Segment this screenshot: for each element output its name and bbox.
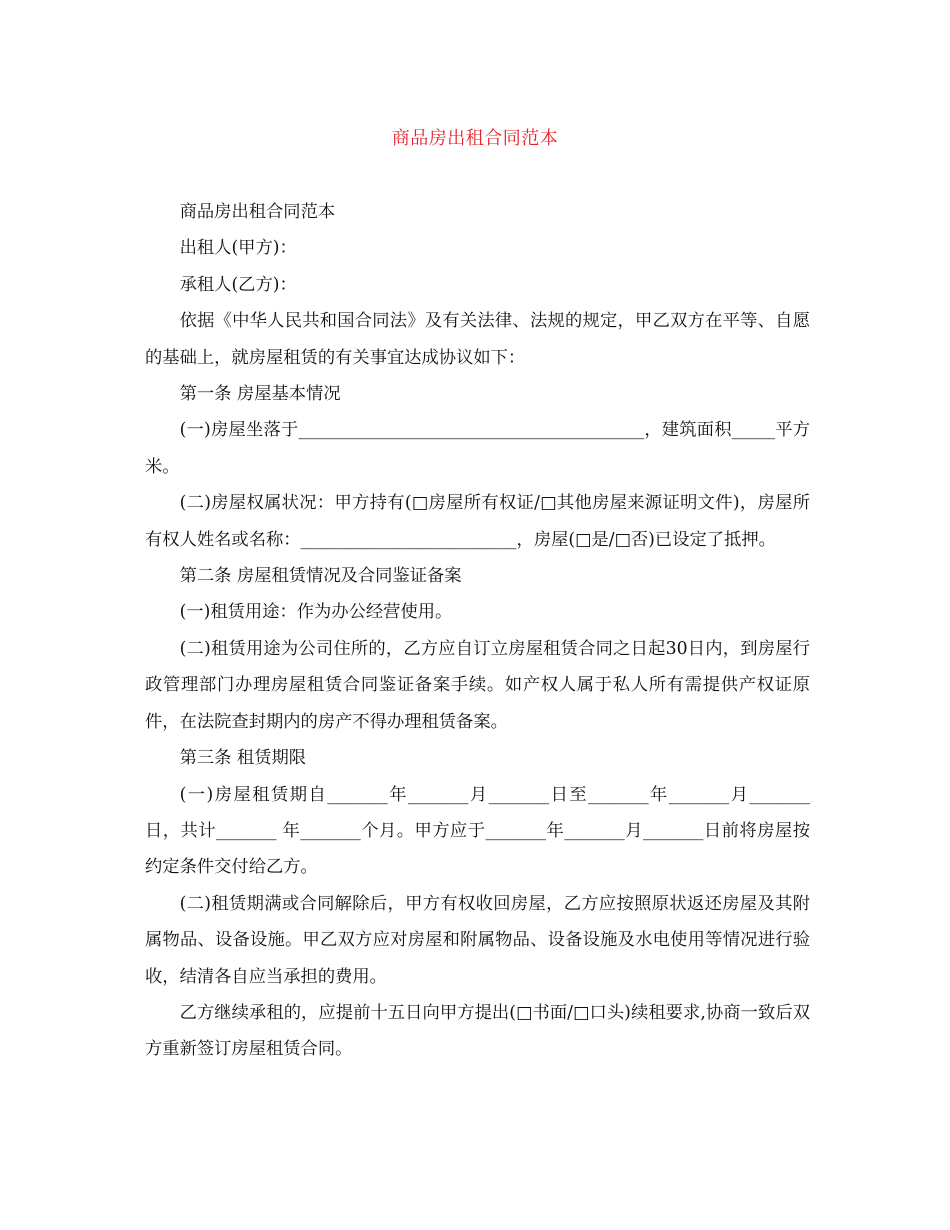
article-3-clause-2: (二)租赁期满或合同解除后，甲方有权收回房屋，乙方应按照原状返还房屋及其附属物品、设备设施。甲乙双方应对房屋和附属物品、设备设施及水电使用等情况进行验收，结清各自应当承担的费用。: [145, 893, 810, 987]
article-2-clause-1: (一)租赁用途：作为办公经营使用。: [179, 602, 453, 623]
article-3-clause-1: (一)房屋租赁期自_______年_______月_______日至_______年_______月_______日，共计_______ 年_______个月。甲方应于_______年_______月_______日前将房屋按约定条件交付给乙方。: [145, 784, 810, 878]
paragraph-lessee: 承租人(乙方)：: [179, 274, 297, 295]
article-1-clause-2: (二)房屋权属状况：甲方持有(□房屋所有权证/□其他房屋来源证明文件)，房屋所有权人姓名或名称：_________________________，房屋(□是/□否)已设定了抵押。: [145, 493, 810, 550]
article-2-clause-2: (二)租赁用途为公司住所的，乙方应自订立房屋租赁合同之日起30日内，到房屋行政管理部门办理房屋租赁合同鉴证备案手续。如产权人属于私人所有需提供产权证原件，在法院查封期内的房产不得办理租赁备案。: [145, 638, 810, 732]
paragraph-preamble: 依据《中华人民共和国合同法》及有关法律、法规的规定，甲乙双方在平等、自愿的基础上，就房屋租赁的有关事宜达成协议如下：: [145, 311, 810, 368]
paragraph-heading: 商品房出租合同范本: [179, 202, 336, 222]
article-3-heading: 第三条 租赁期限: [179, 748, 307, 769]
paragraph-lessor: 出租人(甲方)：: [179, 238, 297, 259]
article-3-renewal: 乙方继续承租的，应提前十五日向甲方提出(□书面/□口头)续租要求,协商一致后双方重新签订房屋租赁合同。: [145, 1002, 810, 1060]
document-title: 商品房出租合同范本: [391, 128, 559, 149]
article-1-heading: 第一条 房屋基本情况: [179, 384, 341, 405]
article-2-heading: 第二条 房屋租赁情况及合同鉴证备案: [179, 566, 462, 587]
document-body: [145, 194, 810, 1068]
article-1-clause-1: (一)房屋坐落于________________________________________，建筑面积_____平方米。: [145, 420, 810, 477]
